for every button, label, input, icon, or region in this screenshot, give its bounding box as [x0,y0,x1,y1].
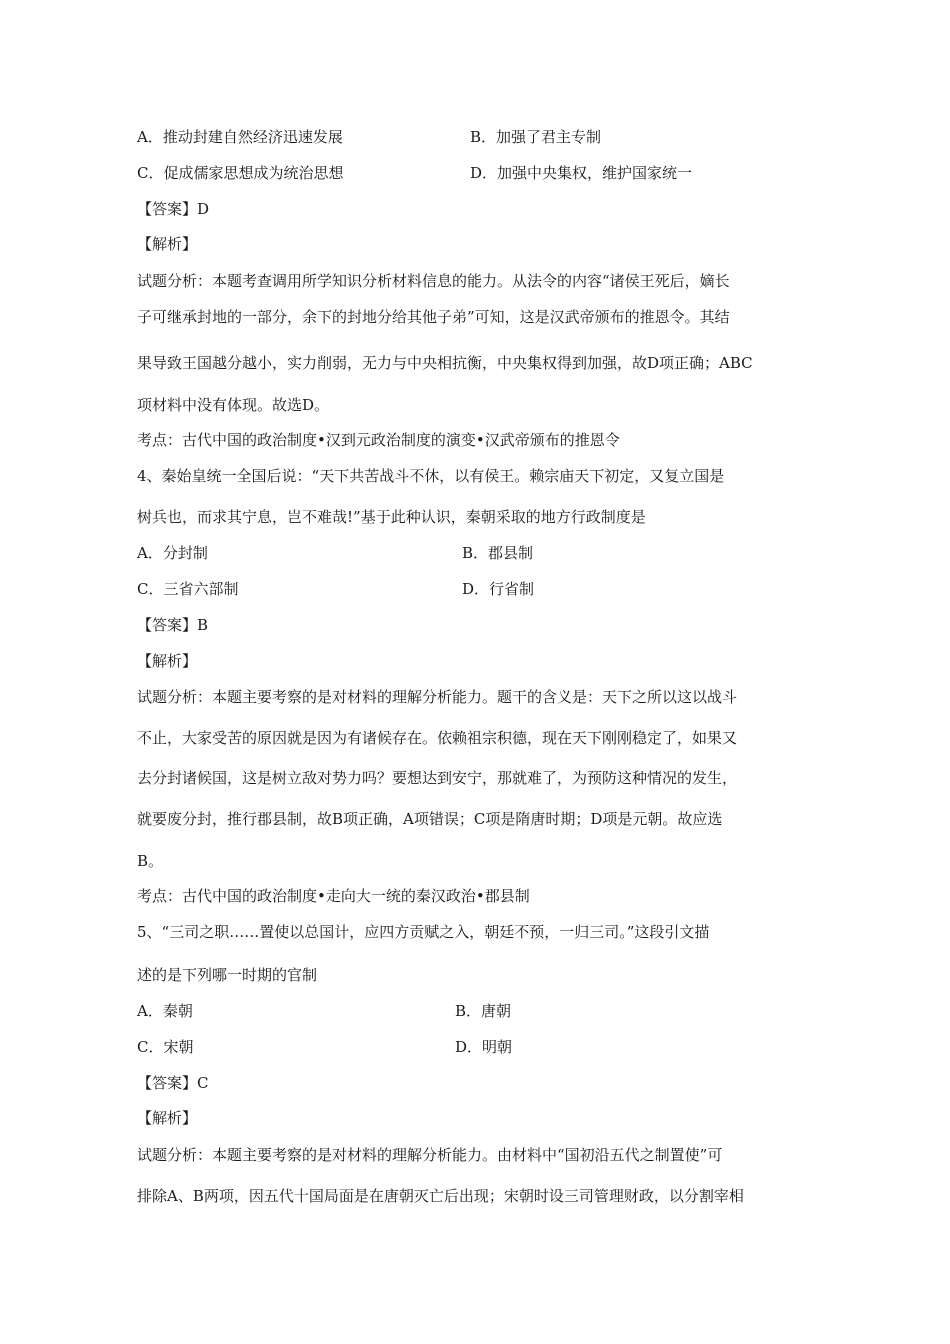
q3-analysis-line: 试题分析：本题考查调用所学知识分析材料信息的能力。从法令的内容“诸侯王死后，嫡长 [137,272,730,290]
q4-option-b: B．郡县制 [462,544,534,562]
q5-analysis-line: 试题分析：本题主要考察的是对材料的理解分析能力。由材料中“国初沿五代之制置使”可 [137,1146,723,1164]
q3-analysis-line: 果导致王国越分越小，实力削弱，无力与中央相抗衡，中央集权得到加强，故D项正确；ABC [137,354,753,372]
q4-stem-line: 4、秦始皇统一全国后说：“天下共苦战斗不休，以有侯王。赖宗庙天下初定，又复立国是 [137,467,725,485]
q4-analysis-title: 【解析】 [137,652,198,670]
q4-answer: 【答案】B [137,616,209,634]
q4-option-c: C．三省六部制 [137,580,239,598]
q5-analysis-title: 【解析】 [137,1109,198,1127]
q5-option-b: B．唐朝 [455,1002,512,1020]
q5-stem-line: 述的是下列哪一时期的官制 [137,966,318,984]
q3-kaodian: 考点：古代中国的政治制度•汉到元政治制度的演变•汉武帝颁布的推恩令 [137,431,620,449]
q4-analysis-line: 就要废分封，推行郡县制，故B项正确，A项错误；C项是隋唐时期；D项是元朝。故应选 [137,810,723,828]
q5-option-c: C．宋朝 [137,1038,194,1056]
q3-option-c: C．促成儒家思想成为统治思想 [137,164,344,182]
q4-option-d: D．行省制 [462,580,535,598]
q5-option-d: D．明朝 [455,1038,513,1056]
q5-stem-line: 5、“三司之职……置使以总国计，应四方贡赋之入，朝廷不预，一归三司。”这段引文描 [137,923,710,941]
q4-analysis-line: 试题分析：本题主要考察的是对材料的理解分析能力。题干的含义是：天下之所以这以战斗 [137,688,738,706]
q3-answer: 【答案】D [137,200,210,218]
q3-option-d: D．加强中央集权，维护国家统一 [470,164,693,182]
q5-option-a: A．秦朝 [137,1002,193,1020]
q4-kaodian: 考点：古代中国的政治制度•走向大一统的秦汉政治•郡县制 [137,887,530,905]
q5-analysis-line: 排除A、B两项，因五代十国局面是在唐朝灭亡后出现；宋朝时设三司管理财政，以分割宰相 [137,1187,744,1205]
q4-analysis-line: 不止，大家受苦的原因就是因为有诸候存在。依赖祖宗积德，现在天下刚刚稳定了，如果又 [137,729,738,747]
q3-option-b: B．加强了君主专制 [470,128,602,146]
q4-stem-line: 树兵也，而求其宁息，岂不难哉!”基于此种认识，秦朝采取的地方行政制度是 [137,508,646,526]
q4-analysis-line: 去分封诸候国，这是树立敌对势力吗？要想达到安宁，那就难了，为预防这种情况的发生， [137,769,738,787]
q3-analysis-line: 项材料中没有体现。故选D。 [137,396,330,414]
q4-analysis-line: B。 [137,852,164,870]
q3-analysis-line: 子可继承封地的一部分，余下的封地分给其他子弟”可知，这是汉武帝颁布的推恩令。其结 [137,308,730,326]
q3-analysis-title: 【解析】 [137,235,198,253]
q5-answer: 【答案】C [137,1074,209,1092]
q4-option-a: A．分封制 [137,544,208,562]
q3-option-a: A．推动封建自然经济迅速发展 [137,128,343,146]
